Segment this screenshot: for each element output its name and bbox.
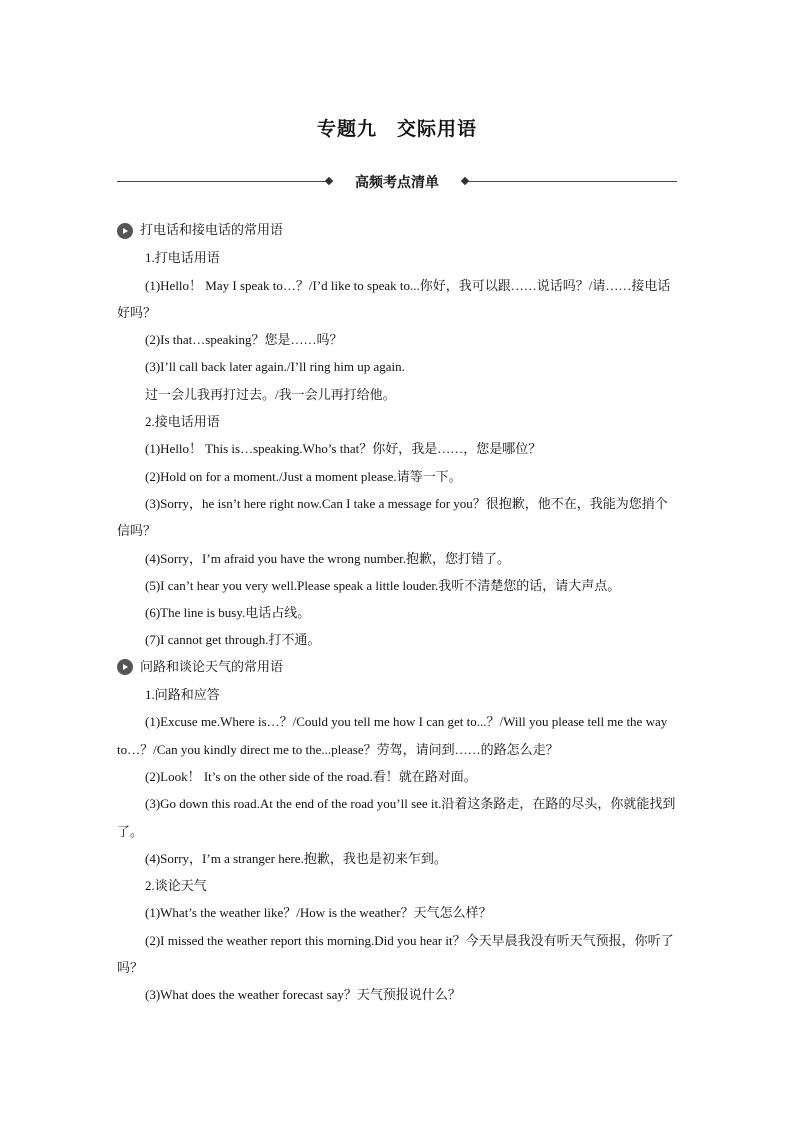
section-heading	[117, 654, 677, 681]
text-line: (3)I’ll call back later again./I’ll ring him up again.	[145, 359, 405, 375]
text-line: (4)Sorry，I’m a stranger here.抱歉，我也是初来乍到。	[145, 850, 447, 866]
banner-line-left	[117, 181, 326, 182]
page-title: 专题九 交际用语	[316, 118, 477, 140]
text-line: (1)Hello！ This is…speaking.Who’s that？你好，我是……，您是哪位？	[145, 441, 542, 457]
text-line: (7)I cannot get through.打不通。	[145, 632, 321, 648]
text-line: (4)Sorry，I’m afraid you have the wrong number.抱歉，您打错了。	[145, 550, 511, 566]
banner-label: 高频考点清单	[355, 175, 439, 191]
section-heading-text: 打电话和接电话的常用语	[140, 223, 284, 238]
text-line: (6)The line is busy.电话占线。	[145, 605, 311, 621]
text-line: 2.谈论天气	[145, 878, 207, 894]
text-line: (2)I missed the weather report this morning.Did you hear it？今天早晨我没有听天气预报，你听了吗？	[117, 932, 674, 976]
text-line: 2.接电话用语	[145, 414, 220, 430]
section-heading	[117, 217, 677, 244]
text-line: (1)Excuse me.Where is…？/Could you tell me how I can get to...？/Will you please tell me the way to…？/Can you kindly direct me to the...please？劳驾，请问到……的路怎么走？	[117, 714, 668, 757]
text-line: (2)Is that…speaking？您是……吗？	[145, 332, 343, 348]
document-body	[117, 217, 677, 1009]
banner-line-right	[468, 181, 677, 182]
play-icon	[117, 223, 133, 239]
play-icon	[117, 659, 133, 675]
section-banner	[117, 170, 677, 194]
text-line: 过一会儿我再打过去。/我一会儿再打给他。	[145, 386, 396, 402]
text-line: (1)Hello！ May I speak to…？/I’d like to speak to...你好，我可以跟……说话吗？/请……接电话好吗？	[117, 277, 671, 320]
text-line: (2)Hold on for a moment./Just a moment please.请等一下。	[145, 468, 462, 484]
text-line: (3)Go down this road.At the end of the road you’ll see it.沿着这条路走，在路的尽头，你就能找到了。	[117, 796, 676, 839]
text-line: (3)Sorry，he isn’t here right now.Can I take a message for you？很抱歉，他不在，我能为您捎个信吗？	[117, 495, 668, 539]
text-line: (2)Look！ It’s on the other side of the road.看！就在路对面。	[145, 768, 477, 784]
text-line: (1)What’s the weather like？/How is the weather？天气怎么样？	[145, 905, 492, 921]
text-line: 1.打电话用语	[145, 250, 220, 266]
text-line: (3)What does the weather forecast say？天气预报说什么？	[145, 987, 461, 1003]
diamond-icon	[325, 177, 333, 185]
text-line: (5)I can’t hear you very well.Please speak a little louder.我听不清楚您的话，请大声点。	[145, 577, 621, 593]
text-line: 1.问路和应答	[145, 687, 220, 703]
section-heading-text: 问路和谈论天气的常用语	[140, 659, 284, 675]
